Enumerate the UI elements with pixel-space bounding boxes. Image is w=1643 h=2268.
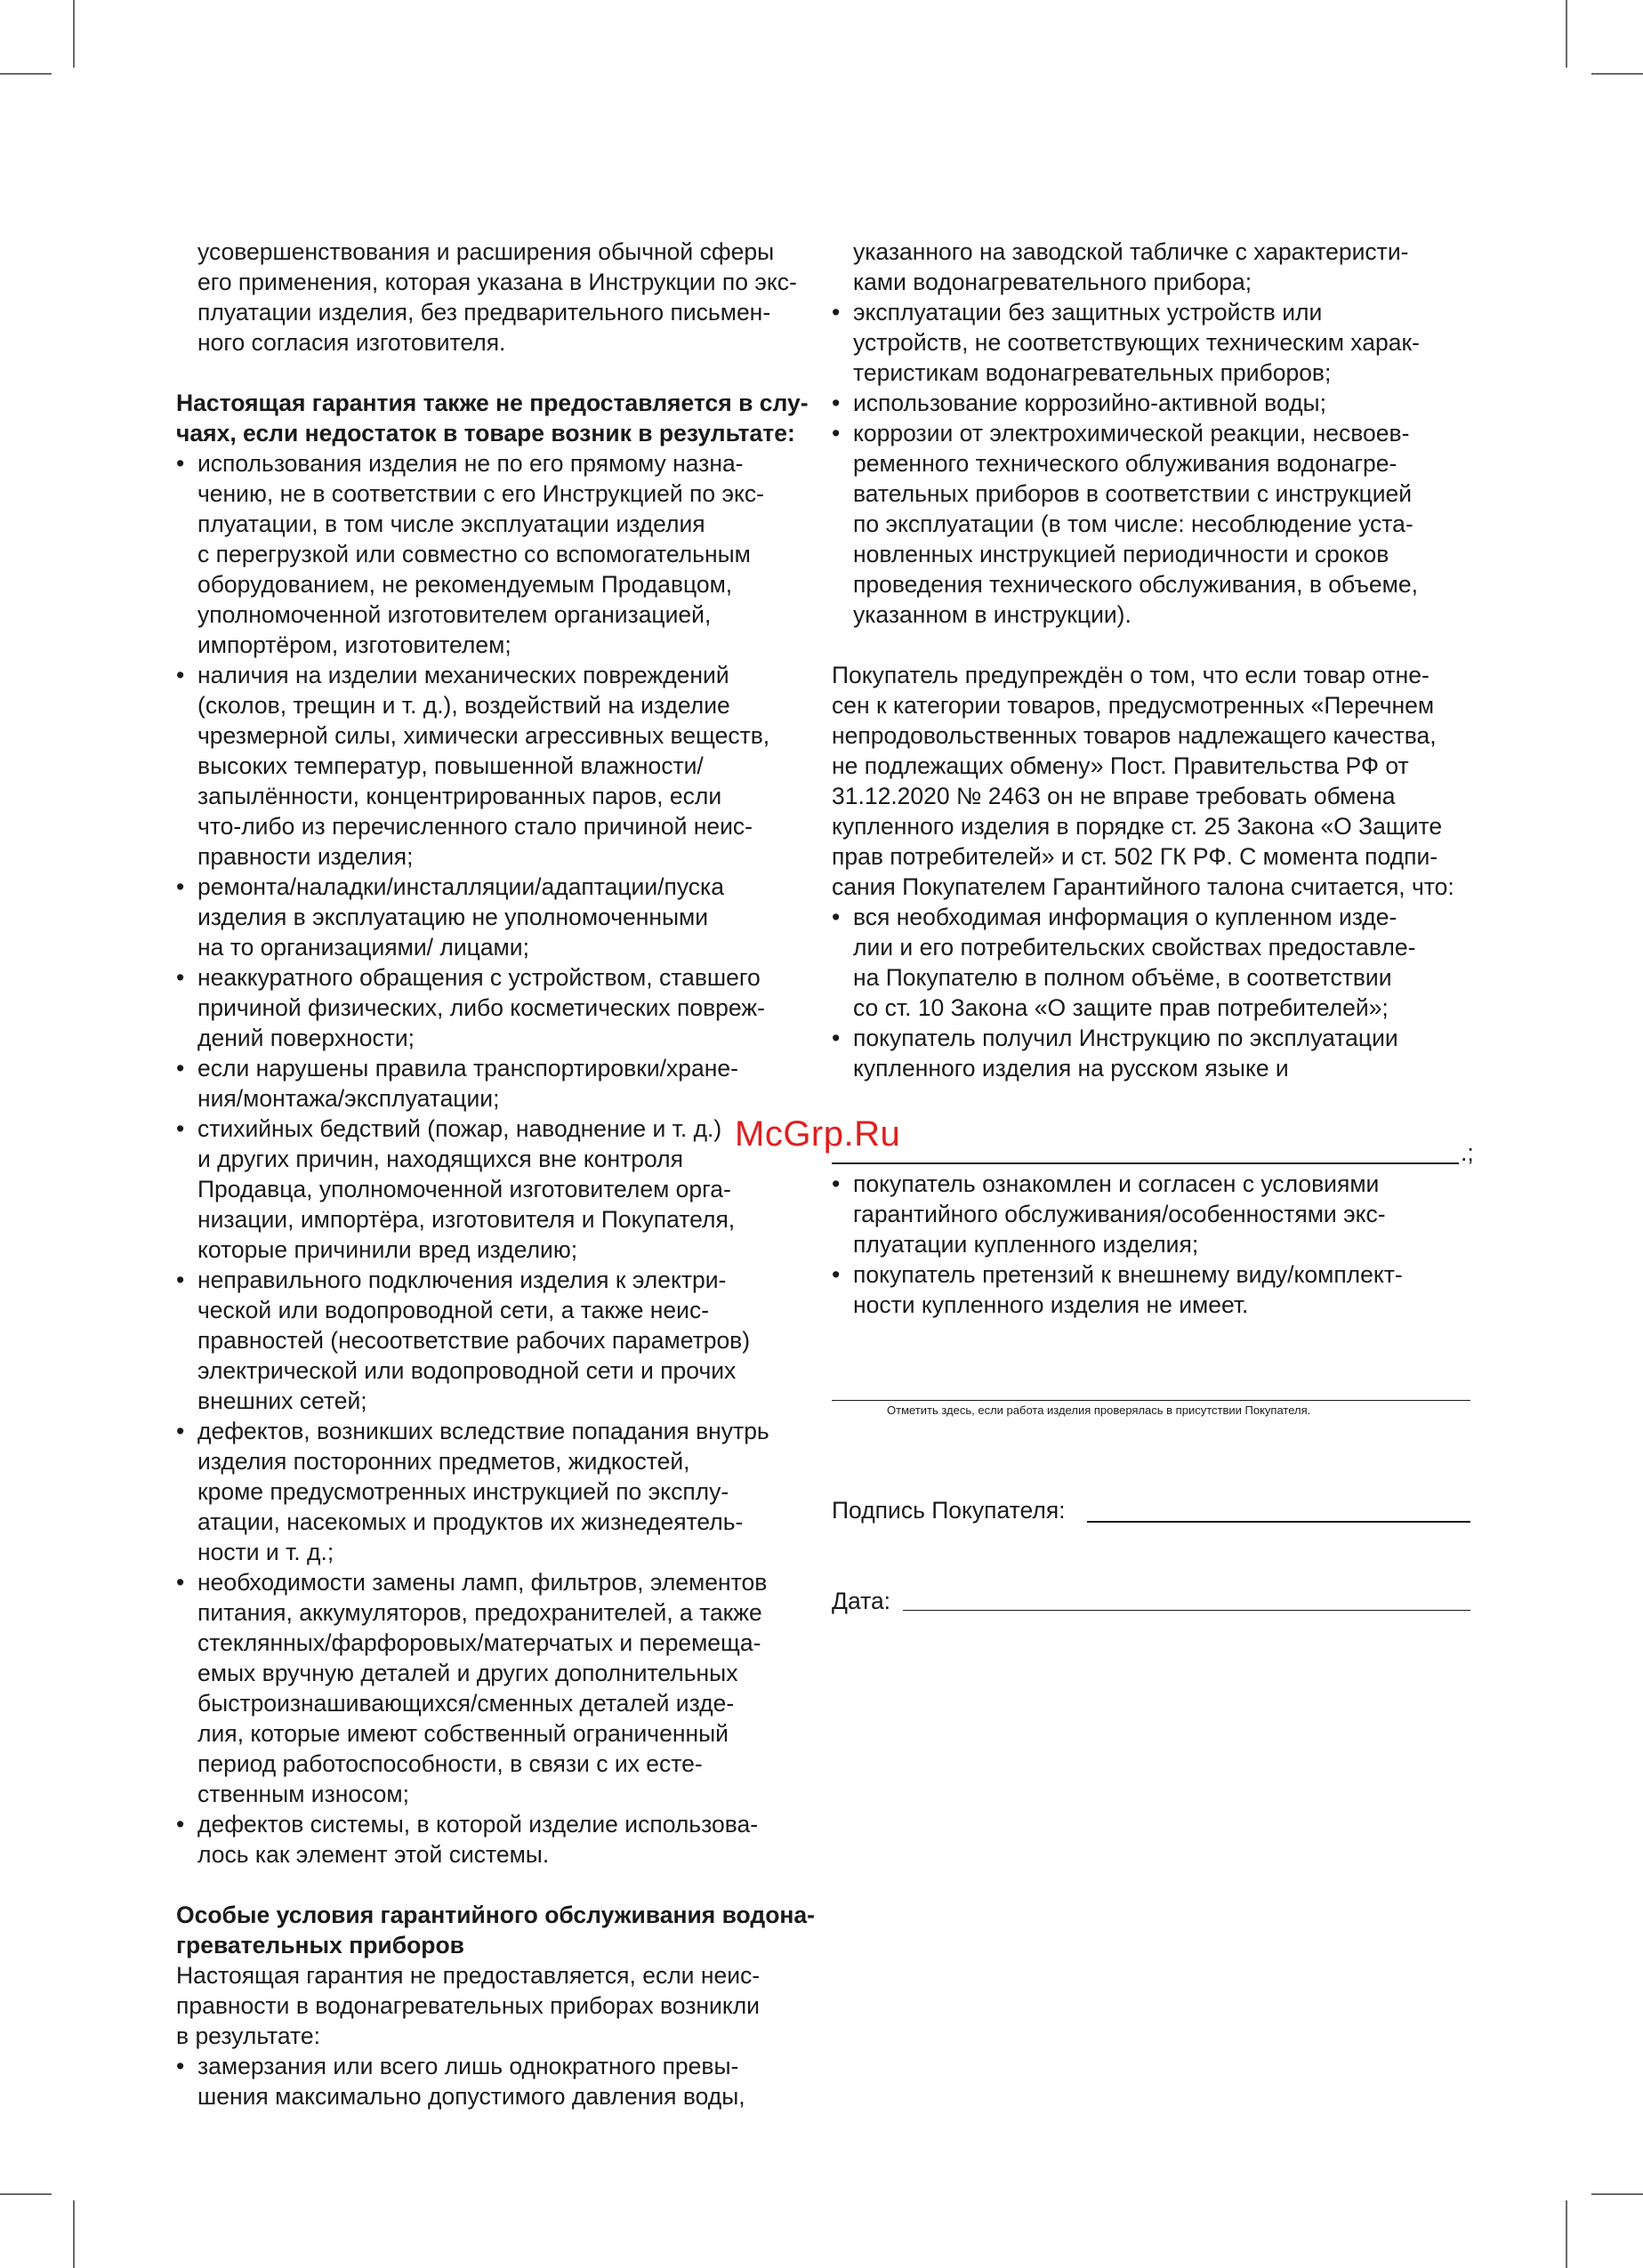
date-label: Дата: bbox=[832, 1588, 891, 1614]
bullet-icon: • bbox=[176, 1811, 185, 1838]
list-item-continuation bbox=[832, 509, 1472, 539]
list-item-text: с перегрузкой или совместно со вспомогательным bbox=[197, 541, 751, 567]
list-item-continuation bbox=[832, 448, 1472, 479]
bullet-icon: • bbox=[176, 1267, 185, 1293]
signature-label: Подпись Покупателя: bbox=[832, 1497, 1066, 1524]
text-line: купленного изделия в порядке ст. 25 Закона «О Защите bbox=[832, 813, 1443, 840]
list-item-text: лось как элемент этой системы. bbox=[197, 1841, 550, 1868]
bullet-icon: • bbox=[176, 964, 185, 991]
right-column-lower bbox=[832, 1169, 1472, 1320]
crop-mark bbox=[0, 2193, 52, 2195]
bullet-icon: • bbox=[176, 1418, 185, 1444]
list-item-text: покупатель ознакомлен и согласен с условиями bbox=[853, 1170, 1380, 1197]
list-item-continuation bbox=[176, 1386, 826, 1416]
list-item bbox=[832, 902, 1472, 932]
list-item bbox=[176, 872, 826, 902]
list-item-continuation bbox=[832, 962, 1472, 993]
list-item bbox=[832, 388, 1472, 418]
list-item-text: низации, импортёра, изготовителя и Покупателя, bbox=[197, 1206, 736, 1233]
list-item-text: ремонта/наладки/инсталляции/адаптации/пуска bbox=[197, 873, 724, 900]
list-item-text: что-либо из перечисленного стало причиной неис- bbox=[197, 813, 753, 840]
section-heading bbox=[176, 388, 826, 448]
check-note: Отметить здесь, если работа изделия проверялась в присутствии Покупателя. bbox=[887, 1403, 1311, 1417]
list-item-continuation bbox=[176, 1204, 826, 1235]
list-item bbox=[176, 1053, 826, 1083]
bullet-icon: • bbox=[176, 1569, 185, 1596]
list-item-text: плуатации купленного изделия; bbox=[853, 1231, 1199, 1258]
watermark: McGrp.Ru bbox=[735, 1114, 901, 1154]
language-blank-line[interactable] bbox=[832, 1162, 1459, 1164]
heading-line: Настоящая гарантия также не предоставляется в слу- bbox=[176, 390, 809, 416]
list-item-continuation bbox=[832, 1290, 1472, 1320]
list-item-text: указанном в инструкции). bbox=[853, 601, 1132, 628]
list-item-text: изделия в эксплуатацию не уполномоченными bbox=[197, 904, 709, 930]
date-line[interactable] bbox=[903, 1610, 1470, 1611]
list-item bbox=[176, 448, 826, 479]
list-item-text: причиной физических, либо косметических повреж- bbox=[197, 994, 765, 1021]
list-item-text: со ст. 10 Закона «О защите прав потребителей»; bbox=[853, 994, 1389, 1021]
list-item bbox=[176, 1265, 826, 1295]
list-item-text: эксплуатации без защитных устройств или bbox=[853, 299, 1323, 326]
list-item-text: стихийных бедствий (пожар, наводнение и т. д.) bbox=[197, 1115, 722, 1142]
list-item-continuation bbox=[176, 1537, 826, 1567]
list-item-text: купленного изделия на русском языке и bbox=[853, 1055, 1289, 1082]
list-item-text: импортёром, изготовителем; bbox=[197, 631, 511, 658]
list-item bbox=[176, 2051, 826, 2081]
list-item-text: оборудованием, не рекомендуемым Продавцом, bbox=[197, 571, 733, 598]
list-item bbox=[176, 1416, 826, 1446]
bullet-icon: • bbox=[176, 662, 185, 688]
crop-mark bbox=[1591, 73, 1643, 75]
list-item-continuation bbox=[176, 1144, 826, 1174]
text-line: усовершенствования и расширения обычной сферы bbox=[197, 238, 775, 265]
list-item-continuation bbox=[832, 327, 1472, 358]
list-item-continuation bbox=[176, 1476, 826, 1507]
continued-item bbox=[832, 237, 1472, 297]
crop-mark bbox=[73, 0, 75, 68]
list-item-text: новленных инструкцией периодичности и сроков bbox=[853, 541, 1389, 567]
list-item-text: покупатель претензий к внешнему виду/комплект- bbox=[853, 1261, 1403, 1288]
text-line: плуатации изделия, без предварительного письмен- bbox=[197, 299, 771, 326]
list-item bbox=[176, 1567, 826, 1597]
list-item-text: устройств, не соответствующих техническим харак- bbox=[853, 329, 1420, 356]
list-item-continuation bbox=[832, 599, 1472, 630]
list-item-text: Продавца, уполномоченной изготовителем орга- bbox=[197, 1176, 731, 1202]
signature-line[interactable] bbox=[1087, 1521, 1470, 1523]
bullet-icon: • bbox=[832, 1261, 841, 1288]
heading-line: чаях, если недостаток в товаре возник в результате: bbox=[176, 420, 795, 446]
section-paragraph bbox=[176, 1960, 826, 2051]
list-item-text: дефектов, возникших вследствие попадания внутрь bbox=[197, 1418, 769, 1444]
line-tail: .; bbox=[1461, 1139, 1474, 1166]
list-item-text: необходимости замены ламп, фильтров, элементов bbox=[197, 1569, 768, 1596]
heater-exclusions-list bbox=[176, 2051, 826, 2111]
list-item-text: ременного технического облуживания водонагре- bbox=[853, 450, 1397, 477]
list-item-continuation bbox=[176, 1658, 826, 1688]
check-line[interactable] bbox=[832, 1400, 1470, 1401]
list-item-text: вательных приборов в соответствии с инструкцией bbox=[853, 480, 1413, 507]
list-item-text: чению, не в соответствии с его Инструкцией по экс- bbox=[197, 480, 764, 507]
right-column bbox=[832, 237, 1472, 1083]
list-item-text: лия, которые имеют собственный ограниченный bbox=[197, 1720, 729, 1747]
intro-paragraph bbox=[176, 237, 826, 358]
list-item-text: вся необходимая информация о купленном изде- bbox=[853, 904, 1397, 930]
text-line: его применения, которая указана в Инструкции по экс- bbox=[197, 269, 797, 295]
text-line: правности в водонагревательных приборах возникли bbox=[176, 1992, 760, 2019]
list-item-text: ственным износом; bbox=[197, 1781, 409, 1807]
list-item-text: коррозии от электрохимической реакции, несвоев- bbox=[853, 420, 1410, 446]
list-item-continuation bbox=[176, 1295, 826, 1325]
list-item-text: и других причин, находящихся вне контроля bbox=[197, 1146, 683, 1172]
list-item-continuation bbox=[176, 1355, 826, 1386]
heater-exclusions-list-cont bbox=[832, 297, 1472, 630]
list-item-continuation bbox=[176, 1688, 826, 1718]
list-item-text: внешних сетей; bbox=[197, 1387, 367, 1414]
list-item-continuation bbox=[176, 539, 826, 569]
list-item-continuation bbox=[832, 569, 1472, 599]
list-item-continuation bbox=[176, 569, 826, 599]
list-item-text: правности изделия; bbox=[197, 843, 414, 870]
bullet-icon: • bbox=[176, 1055, 185, 1082]
list-item-continuation bbox=[176, 1325, 826, 1355]
list-item bbox=[832, 1169, 1472, 1199]
list-item-text: высоких температур, повышенной влажности/ bbox=[197, 752, 704, 779]
list-item-continuation bbox=[832, 1229, 1472, 1259]
list-item-text: наличия на изделии механических повреждений bbox=[197, 662, 729, 688]
list-item-text: кроме предусмотренных инструкцией по эксплу- bbox=[197, 1478, 729, 1505]
bullet-icon: • bbox=[176, 2053, 185, 2079]
list-item bbox=[832, 1259, 1472, 1290]
text-line: непродовольственных товаров надлежащего качества, bbox=[832, 722, 1437, 749]
bullet-icon: • bbox=[832, 299, 841, 326]
list-item-text: которые причинили вред изделию; bbox=[197, 1236, 578, 1263]
list-item-text: емых вручную деталей и других дополнительных bbox=[197, 1660, 738, 1686]
list-item-text: использования изделия не по его прямому назна- bbox=[197, 450, 744, 477]
list-item-text: гарантийного обслуживания/особенностями экс- bbox=[853, 1201, 1386, 1227]
list-item-continuation bbox=[176, 902, 826, 932]
list-item-text: дений поверхности; bbox=[197, 1025, 415, 1051]
list-item-text: неаккуратного обращения с устройством, ставшего bbox=[197, 964, 761, 991]
list-item-continuation bbox=[176, 1749, 826, 1779]
list-item-continuation bbox=[176, 1174, 826, 1204]
list-item-continuation bbox=[176, 1597, 826, 1628]
list-item-continuation bbox=[832, 993, 1472, 1023]
list-item-continuation bbox=[176, 1779, 826, 1809]
list-item-text: изделия посторонних предметов, жидкостей, bbox=[197, 1448, 690, 1475]
text-line: сания Покупателем Гарантийного талона считается, что: bbox=[832, 873, 1454, 900]
list-item-continuation bbox=[832, 358, 1472, 388]
crop-mark bbox=[1591, 2193, 1643, 2195]
list-item-text: лии и его потребительских свойствах предоставле- bbox=[853, 934, 1416, 961]
list-item-text: замерзания или всего лишь однократного превы- bbox=[197, 2053, 739, 2079]
list-item-continuation bbox=[176, 1235, 826, 1265]
list-item-text: на Покупателю в полном объёме, в соответствии bbox=[853, 964, 1392, 991]
list-item-text: ности и т. д.; bbox=[197, 1539, 334, 1565]
list-item bbox=[832, 1023, 1472, 1053]
list-item-continuation bbox=[176, 2081, 826, 2111]
list-item-continuation bbox=[832, 932, 1472, 962]
list-item bbox=[176, 660, 826, 690]
list-item-continuation bbox=[176, 720, 826, 751]
heading-line: Особые условия гарантийного обслуживания водона- bbox=[176, 1902, 815, 1928]
list-item-text: стеклянных/фарфоровых/матерчатых и перемеща- bbox=[197, 1629, 761, 1656]
list-item-continuation bbox=[176, 1023, 826, 1053]
list-item-continuation bbox=[176, 1446, 826, 1476]
crop-mark bbox=[1566, 2200, 1567, 2268]
list-item-text: плуатации, в том числе эксплуатации изделия bbox=[197, 511, 705, 537]
crop-mark bbox=[73, 2200, 75, 2268]
text-line: указанного на заводской табличке с характеристи- bbox=[853, 238, 1409, 265]
list-item-text: ческой или водопроводной сети, а также неис- bbox=[197, 1297, 710, 1323]
list-item bbox=[832, 418, 1472, 448]
bullet-icon: • bbox=[832, 420, 841, 446]
text-line: 31.12.2020 № 2463 он не вправе требовать обмена bbox=[832, 783, 1396, 809]
text-line: ками водонагревательного прибора; bbox=[853, 269, 1252, 295]
list-item-text: дефектов системы, в которой изделие использова- bbox=[197, 1811, 759, 1838]
list-item-continuation bbox=[832, 479, 1472, 509]
text-line: в результате: bbox=[176, 2023, 320, 2049]
text-line: Покупатель предупреждён о том, что если товар отне- bbox=[832, 662, 1430, 688]
crop-mark bbox=[1566, 0, 1567, 68]
list-item-text: уполномоченной изготовителем организацией, bbox=[197, 601, 712, 628]
list-item-continuation bbox=[176, 751, 826, 781]
buyer-notice-paragraph bbox=[832, 660, 1472, 902]
text-line: сен к категории товаров, предусмотренных «Перечнем bbox=[832, 692, 1435, 719]
list-item-text: неправильного подключения изделия к электри- bbox=[197, 1267, 727, 1293]
list-item-continuation bbox=[176, 630, 826, 660]
bullet-icon: • bbox=[176, 873, 185, 900]
list-item-text: ности купленного изделия не имеет. bbox=[853, 1291, 1249, 1318]
bullet-icon: • bbox=[176, 450, 185, 477]
list-item-text: питания, аккумуляторов, предохранителей, а также bbox=[197, 1599, 762, 1626]
list-item-text: шения максимально допустимого давления воды, bbox=[197, 2083, 745, 2110]
list-item-text: правностей (несоответствие рабочих параметров) bbox=[197, 1327, 751, 1354]
list-item bbox=[176, 962, 826, 993]
list-item-continuation bbox=[176, 690, 826, 720]
list-item-continuation bbox=[176, 509, 826, 539]
list-item-text: если нарушены правила транспортировки/хране- bbox=[197, 1055, 738, 1082]
list-item bbox=[176, 1809, 826, 1839]
text-line: прав потребителей» и ст. 502 ГК РФ. С момента подпи- bbox=[832, 843, 1438, 870]
list-item bbox=[832, 297, 1472, 327]
list-item-continuation bbox=[176, 1839, 826, 1870]
list-item-continuation bbox=[832, 1199, 1472, 1229]
list-item bbox=[176, 1114, 826, 1144]
list-item-text: быстроизнашивающихся/сменных деталей изде- bbox=[197, 1690, 735, 1717]
list-item-text: по эксплуатации (в том числе: несоблюдение уста- bbox=[853, 511, 1413, 537]
list-item-text: электрической или водопроводной сети и прочих bbox=[197, 1357, 737, 1384]
buyer-confirmations-list bbox=[832, 902, 1472, 1083]
bullet-icon: • bbox=[832, 1025, 841, 1051]
exclusions-list bbox=[176, 448, 826, 1870]
list-item-text: теристикам водонагревательных приборов; bbox=[853, 359, 1332, 386]
list-item-text: (сколов, трещин и т. д.), воздействий на изделие bbox=[197, 692, 730, 719]
bullet-icon: • bbox=[832, 904, 841, 930]
text-line: ного согласия изготовителя. bbox=[197, 329, 506, 356]
section-heading bbox=[176, 1900, 826, 1960]
left-column bbox=[176, 237, 826, 2111]
list-item-text: на то организациями/ лицами; bbox=[197, 934, 529, 961]
list-item-continuation bbox=[176, 479, 826, 509]
list-item-continuation bbox=[832, 539, 1472, 569]
list-item-text: чрезмерной силы, химически агрессивных веществ, bbox=[197, 722, 770, 749]
list-item-continuation bbox=[176, 1628, 826, 1658]
list-item-continuation bbox=[176, 781, 826, 811]
list-item-continuation bbox=[176, 599, 826, 630]
list-item-text: проведения технического обслуживания, в объеме, bbox=[853, 571, 1418, 598]
list-item-text: период работоспособности, в связи с их есте- bbox=[197, 1750, 703, 1777]
text-line: Настоящая гарантия не предоставляется, если неис- bbox=[176, 1962, 761, 1989]
buyer-confirmations-list-cont bbox=[832, 1169, 1472, 1320]
list-item-text: атации, насекомых и продуктов их жизнедеятель- bbox=[197, 1508, 744, 1535]
list-item-text: ния/монтажа/эксплуатации; bbox=[197, 1085, 500, 1112]
text-line: не подлежащих обмену» Пост. Правительства РФ от bbox=[832, 752, 1409, 779]
bullet-icon: • bbox=[832, 390, 841, 416]
list-item-text: запылённости, концентрированных паров, если bbox=[197, 783, 722, 809]
list-item-continuation bbox=[176, 1718, 826, 1749]
bullet-icon: • bbox=[832, 1170, 841, 1197]
list-item-text: покупатель получил Инструкцию по эксплуатации bbox=[853, 1025, 1398, 1051]
list-item-continuation bbox=[176, 993, 826, 1023]
list-item-continuation bbox=[832, 1053, 1472, 1083]
crop-mark bbox=[0, 73, 52, 75]
list-item-text: использование коррозийно-активной воды; bbox=[853, 390, 1326, 416]
heading-line: гревательных приборов bbox=[176, 1932, 464, 1958]
list-item-continuation bbox=[176, 811, 826, 841]
list-item-continuation bbox=[176, 1083, 826, 1114]
list-item-continuation bbox=[176, 1507, 826, 1537]
bullet-icon: • bbox=[176, 1115, 185, 1142]
list-item-continuation bbox=[176, 841, 826, 872]
list-item-continuation bbox=[176, 932, 826, 962]
